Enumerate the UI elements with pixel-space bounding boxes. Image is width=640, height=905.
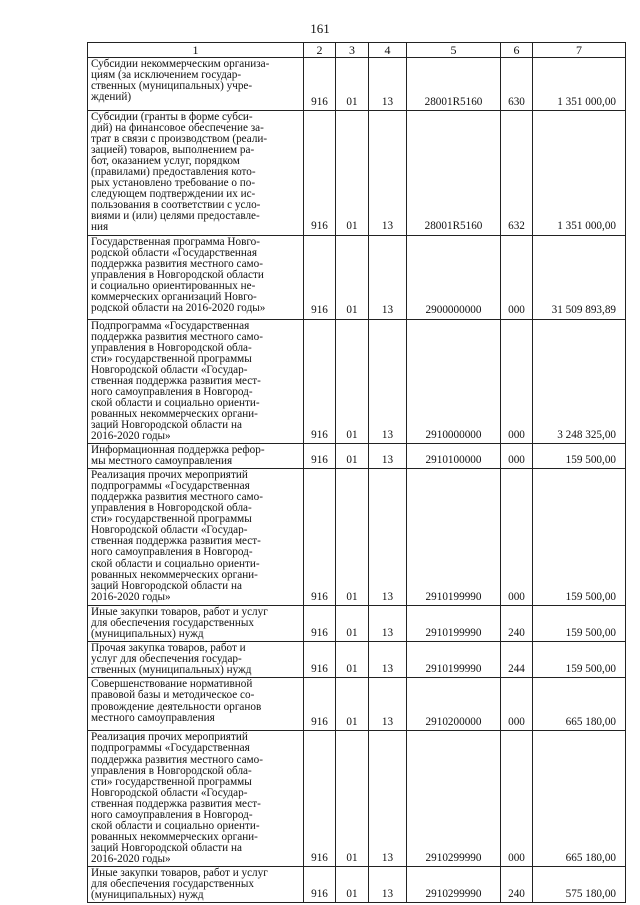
description-line: рованных некоммерческих органи- (91, 407, 258, 420)
description-line: ской области и социально ориенти- (91, 396, 260, 409)
table-row (88, 731, 626, 867)
description-line: дий) на финансовое обеспечение за- (91, 122, 264, 135)
column-header-1: 1 (88, 43, 304, 58)
section-code: 01 (336, 469, 369, 606)
description-line: 2016-2020 годы» (91, 429, 171, 442)
description-line: услуг для обеспечения государ- (91, 653, 242, 666)
description-line: виями и (или) целями предоставле- (91, 210, 260, 223)
description-line: Совершенствование нормативной (91, 678, 253, 691)
target-article-code: 2900000000 (407, 235, 501, 319)
description-line: Субсидии (гранты в форме субси- (91, 111, 253, 123)
description-line: ния (91, 221, 109, 234)
row-description (88, 606, 304, 642)
target-article-code: 28001R5160 (407, 111, 501, 236)
target-article-code: 2910299990 (407, 866, 501, 902)
ministry-code: 916 (304, 866, 336, 902)
expense-type-code: 000 (501, 731, 533, 867)
target-article-code: 28001R5160 (407, 58, 501, 111)
description-line: поддержка развития местного само- (91, 491, 263, 504)
subsection-code: 13 (369, 642, 407, 678)
description-line: сти» государственной программы (91, 513, 252, 526)
description-line: Новгородской области «Государ- (91, 363, 248, 376)
subsection-code: 13 (369, 469, 407, 606)
description-line: родской области на 2016-2020 годы» (91, 301, 266, 314)
section-code: 01 (336, 866, 369, 902)
description-line: ской области и социально ориенти- (91, 557, 260, 570)
description-line: 2016-2020 годы» (91, 590, 171, 603)
row-description (88, 235, 304, 319)
description-line: ного самоуправления в Новгород- (91, 546, 253, 559)
description-line: ного самоуправления в Новгород- (91, 385, 253, 398)
row-description (88, 444, 304, 469)
subsection-code: 13 (369, 606, 407, 642)
section-code: 01 (336, 58, 369, 111)
ministry-code: 916 (304, 606, 336, 642)
expense-type-code: 000 (501, 469, 533, 606)
table-row (88, 866, 626, 902)
table-row (88, 319, 626, 444)
subsection-code: 13 (369, 731, 407, 867)
target-article-code: 2910199990 (407, 642, 501, 678)
amount-value: 31 509 893,89 (533, 235, 626, 319)
row-description (88, 319, 304, 444)
description-line: рованных некоммерческих органи- (91, 830, 258, 843)
description-line: ственных (муниципальных) учре- (91, 80, 253, 93)
amount-value: 159 500,00 (533, 444, 626, 469)
expense-type-code: 632 (501, 111, 533, 236)
table-row (88, 444, 626, 469)
description-line: Государственная программа Новго- (91, 235, 260, 248)
description-line: 2016-2020 годы» (91, 852, 171, 865)
description-line: Субсидии некоммерческим организа- (91, 58, 270, 70)
target-article-code: 2910199990 (407, 606, 501, 642)
subsection-code: 13 (369, 866, 407, 902)
description-line: для обеспечения государственных (91, 617, 255, 630)
amount-value: 665 180,00 (533, 678, 626, 731)
ministry-code: 916 (304, 469, 336, 606)
description-line: Реализация прочих мероприятий (91, 731, 248, 744)
section-code: 01 (336, 319, 369, 444)
table-row (88, 111, 626, 236)
description-line: подпрограммы «Государственная (91, 742, 250, 755)
description-line: ской области и социально ориенти- (91, 819, 260, 832)
amount-value: 159 500,00 (533, 606, 626, 642)
ministry-code: 916 (304, 111, 336, 236)
section-code: 01 (336, 444, 369, 469)
description-line: Иные закупки товаров, работ и услуг (91, 866, 268, 879)
subsection-code: 13 (369, 678, 407, 731)
description-line: поддержка развития местного само- (91, 753, 263, 766)
ministry-code: 916 (304, 444, 336, 469)
table-row (88, 678, 626, 731)
table-row (88, 58, 626, 111)
expense-type-code: 000 (501, 235, 533, 319)
table-header-row (88, 43, 626, 58)
description-line: Иные закупки товаров, работ и услуг (91, 606, 268, 619)
column-header-7: 7 (533, 43, 626, 58)
subsection-code: 13 (369, 444, 407, 469)
description-line: следующем подтверждении их ис- (91, 188, 256, 201)
description-line: управления в Новгородской обла- (91, 764, 252, 777)
description-line: рованных некоммерческих органи- (91, 568, 258, 581)
expense-type-code: 630 (501, 58, 533, 111)
description-line: циям (за исключением государ- (91, 69, 242, 82)
column-header-2: 2 (304, 43, 336, 58)
description-line: зацией) товаров, выполнением ра- (91, 144, 255, 157)
description-line: заций Новгородской области на (91, 579, 242, 592)
description-line: для обеспечения государственных (91, 878, 255, 891)
table-row (88, 606, 626, 642)
description-line: (муниципальных) нужд (91, 889, 204, 902)
description-line: ственная поддержка развития мест- (91, 535, 261, 548)
expense-type-code: 000 (501, 444, 533, 469)
column-header-3: 3 (336, 43, 369, 58)
section-code: 01 (336, 235, 369, 319)
description-line: Новгородской области «Государ- (91, 524, 248, 537)
description-line: ственная поддержка развития мест- (91, 374, 261, 387)
description-line: местного самоуправления (91, 711, 215, 724)
subsection-code: 13 (369, 111, 407, 236)
budget-table (87, 42, 626, 903)
row-description (88, 469, 304, 606)
ministry-code: 916 (304, 731, 336, 867)
column-header-4: 4 (369, 43, 407, 58)
description-line: правовой базы и методическое со- (91, 689, 255, 702)
description-line: сти» государственной программы (91, 352, 252, 365)
description-line: провождение деятельности органов (91, 700, 262, 713)
target-article-code: 2910000000 (407, 319, 501, 444)
amount-value: 159 500,00 (533, 642, 626, 678)
section-code: 01 (336, 606, 369, 642)
row-description (88, 678, 304, 731)
target-article-code: 2910199990 (407, 469, 501, 606)
description-line: бот, оказанием услуг, порядком (91, 155, 240, 168)
table-row (88, 469, 626, 606)
description-line: коммерческих организаций Новго- (91, 290, 257, 303)
description-line: ждений) (91, 91, 132, 104)
description-line: Подпрограмма «Государственная (91, 319, 250, 332)
ministry-code: 916 (304, 235, 336, 319)
amount-value: 1 351 000,00 (533, 58, 626, 111)
amount-value: 1 351 000,00 (533, 111, 626, 236)
table-body (88, 58, 626, 903)
page-number: 161 (310, 21, 330, 36)
subsection-code: 13 (369, 58, 407, 111)
description-line: (муниципальных) нужд (91, 628, 204, 641)
amount-value: 3 248 325,00 (533, 319, 626, 444)
description-line: рых установлено требование о по- (91, 177, 256, 190)
amount-value: 159 500,00 (533, 469, 626, 606)
description-line: мы местного самоуправления (91, 455, 233, 468)
description-line: родской области «Государственная (91, 246, 257, 259)
description-line: Прочая закупка товаров, работ и (91, 642, 246, 655)
description-line: сти» государственной программы (91, 775, 252, 788)
section-code: 01 (336, 642, 369, 678)
column-header-5: 5 (407, 43, 501, 58)
description-line: Новгородской области «Государ- (91, 786, 248, 799)
expense-type-code: 000 (501, 678, 533, 731)
amount-value: 575 180,00 (533, 866, 626, 902)
target-article-code: 2910100000 (407, 444, 501, 469)
table-row (88, 235, 626, 319)
row-description (88, 731, 304, 867)
description-line: управления в Новгородской обла- (91, 341, 252, 354)
table-row (88, 642, 626, 678)
row-description (88, 111, 304, 236)
ministry-code: 916 (304, 319, 336, 444)
ministry-code: 916 (304, 58, 336, 111)
description-line: Информационная поддержка рефор- (91, 444, 265, 457)
expense-type-code: 000 (501, 319, 533, 444)
description-line: и социально ориентированных не- (91, 279, 256, 292)
description-line: Реализация прочих мероприятий (91, 469, 248, 482)
section-code: 01 (336, 111, 369, 236)
description-line: (правилами) предоставления кото- (91, 166, 256, 179)
description-line: управления в Новгородской области (91, 268, 264, 281)
description-line: поддержка развития местного само- (91, 330, 263, 343)
expense-type-code: 240 (501, 866, 533, 902)
section-code: 01 (336, 731, 369, 867)
description-line: ного самоуправления в Новгород- (91, 808, 253, 821)
subsection-code: 13 (369, 319, 407, 444)
expense-type-code: 244 (501, 642, 533, 678)
row-description (88, 58, 304, 111)
description-line: трат в связи с производством (реали- (91, 133, 268, 146)
ministry-code: 916 (304, 678, 336, 731)
ministry-code: 916 (304, 642, 336, 678)
description-line: заций Новгородской области на (91, 418, 242, 431)
row-description (88, 642, 304, 678)
column-header-6: 6 (501, 43, 533, 58)
target-article-code: 2910299990 (407, 731, 501, 867)
section-code: 01 (336, 678, 369, 731)
amount-value: 665 180,00 (533, 731, 626, 867)
row-description (88, 866, 304, 902)
description-line: управления в Новгородской обла- (91, 502, 252, 515)
description-line: поддержка развития местного само- (91, 257, 263, 270)
description-line: подпрограммы «Государственная (91, 480, 250, 493)
description-line: заций Новгородской области на (91, 841, 242, 854)
expense-type-code: 240 (501, 606, 533, 642)
description-line: пользования в соответствии с усло- (91, 199, 261, 212)
description-line: ственных (муниципальных) нужд (91, 664, 252, 677)
subsection-code: 13 (369, 235, 407, 319)
target-article-code: 2910200000 (407, 678, 501, 731)
description-line: ственная поддержка развития мест- (91, 797, 261, 810)
